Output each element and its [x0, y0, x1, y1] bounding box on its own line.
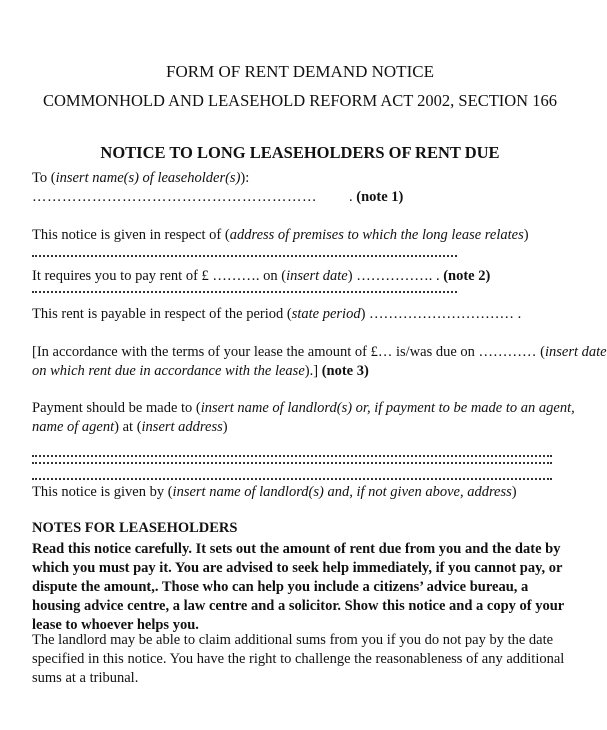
payment-line-2: name of agent) at (insert address)	[32, 419, 228, 435]
address-rule-2	[32, 462, 552, 464]
payment-line-1: Payment should be made to (insert name of landlord(s) or, if payment to be made to an agent,	[32, 400, 575, 416]
premises-line: This notice is given in respect of (address of premises to which the long lease relates)	[32, 227, 529, 243]
given-by-line: This notice is given by (insert name of landlord(s) and, if not given above, address)	[32, 484, 517, 500]
notice-heading: NOTICE TO LONG LEASEHOLDERS OF RENT DUE	[100, 143, 500, 162]
act-reference: COMMONHOLD AND LEASEHOLD REFORM ACT 2002, SECTION 166	[43, 91, 557, 110]
note-3-ref: (note 3)	[321, 363, 369, 379]
to-line: To (insert name(s) of leaseholder(s)):	[32, 170, 250, 186]
premises-instruction: address of premises to which the long lease relates	[229, 227, 524, 243]
accordance-line-2: on which rent due in accordance with the lease).] (note 3)	[32, 363, 369, 379]
address-rule-1	[32, 455, 552, 457]
rent-amount-rule	[32, 291, 457, 293]
premises-rule	[32, 255, 457, 257]
to-dots: …………………………………………………	[32, 189, 317, 205]
note-2-ref: (note 2)	[443, 268, 491, 284]
given-by-rule	[32, 478, 552, 480]
notes-heading: NOTES FOR LEASEHOLDERS	[32, 520, 238, 536]
note-1-ref: . (note 1)	[349, 189, 404, 205]
rent-amount-line: It requires you to pay rent of £ ………. on (insert date) ……………. . (note 2)	[32, 268, 491, 284]
notes-paragraph-2: The landlord may be able to claim additional sums from you if you do not pay by the date specified in this notice. You have the right to challenge the reasonableness of any additional sums at a tribunal.	[32, 632, 565, 686]
accordance-line-1: [In accordance with the terms of your lease the amount of £… is/was due on ………… (insert date	[32, 344, 607, 360]
period-line: This rent is payable in respect of the period (state period) ………………………… .	[32, 306, 522, 322]
form-title: FORM OF RENT DEMAND NOTICE	[166, 62, 434, 81]
notes-bold-paragraph: Read this notice carefully. It sets out the amount of rent due from you and the date by which you must pay it. You are advised to seek help immediately, if you cannot pay, or dispute the amount,. Those who can help you include a citizens’ advice bureau, a housing advice centre, a law centre and a solicitor. Show this notice and a copy of your lease to whoever helps you.	[32, 541, 564, 633]
to-instruction: insert name(s) of leaseholder(s)	[55, 170, 241, 186]
